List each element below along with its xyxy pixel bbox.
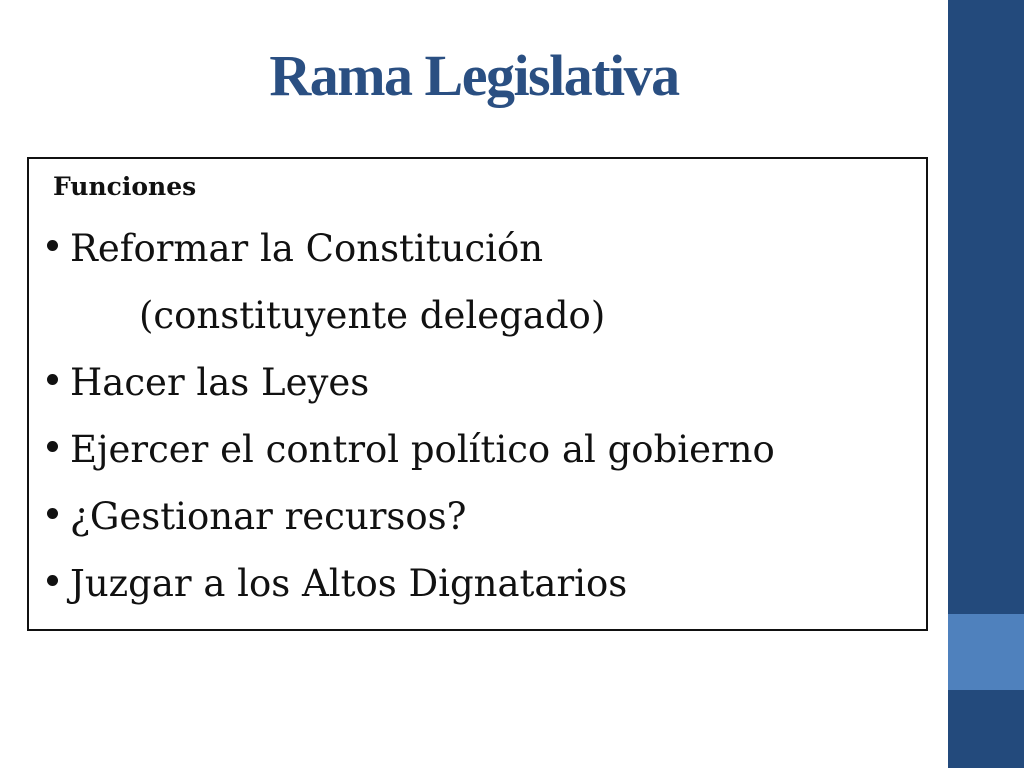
bullet-item [47, 217, 543, 281]
bullet-dot-icon [47, 240, 58, 251]
content-box [27, 157, 928, 631]
sidebar-dark-top [948, 0, 1024, 614]
bullet-text: Hacer las Leyes [70, 361, 370, 404]
bullet-dot-icon [47, 441, 58, 452]
section-heading: Funciones [53, 172, 197, 201]
bullet-dot-icon [47, 374, 58, 385]
bullet-continuation: (constituyente delegado) [139, 294, 606, 337]
bullet-item [47, 351, 369, 415]
sidebar-light-block [948, 614, 1024, 690]
bullet-item [47, 485, 467, 549]
bullet-dot-icon [47, 575, 58, 586]
bullet-item [47, 552, 627, 616]
bullet-text: Juzgar a los Altos Dignatarios [70, 562, 628, 605]
bullet-item [47, 418, 775, 482]
bullet-text: ¿Gestionar recursos? [70, 495, 467, 538]
slide-title: Rama Legislativa [269, 43, 679, 108]
bullet-dot-icon [47, 508, 58, 519]
bullet-text: Ejercer el control político al gobierno [70, 428, 775, 471]
sidebar-dark-bottom [948, 690, 1024, 768]
bullet-text: Reformar la Constitución [70, 227, 544, 270]
